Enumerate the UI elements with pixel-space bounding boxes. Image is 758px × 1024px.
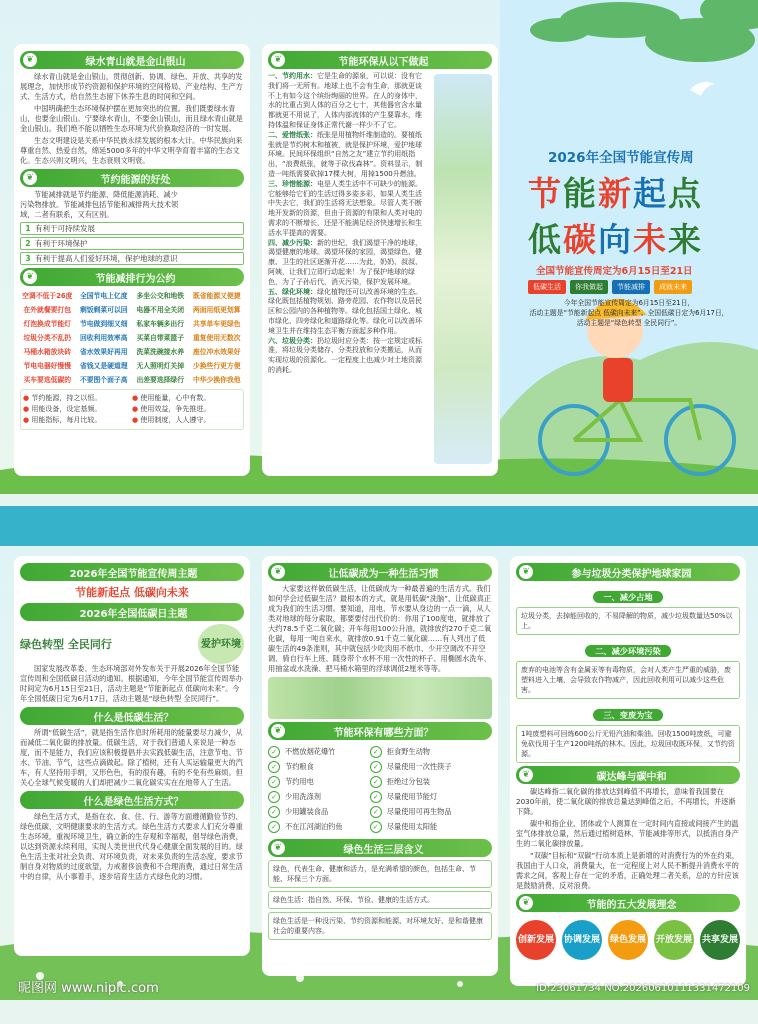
aspect-label: 节约用电 [285,777,314,786]
aspect-label: 尽量使用一次性筷子 [386,762,452,771]
tip-text: 绿化植物还可以改善环境的生态。绿化既包括植物规划、路旁花园、农作物以及居民区和公园内的各种植物等。绿化包括国土绿化、城市绿化、四旁绿化和道路绿化等。绿化可以改善环境卫生并在维持生态平衡方面起多种作用。 [268,287,422,335]
headline-char: 节 [528,174,563,213]
tip-item [268,72,426,131]
pledge-item: 多坐公交和地铁 [136,292,185,300]
theme-week: 节能新起点 低碳向未来 [75,586,189,599]
section-header-low-carbon-life: 什么是低碳生活？ [20,707,244,725]
aspect-label: 少用罐装食品 [285,807,329,816]
headline-char: 碳 [563,220,598,259]
headline-char: 能 [563,174,598,213]
check-icon: ✓ [370,776,382,788]
tip-item [268,337,426,376]
headline-char: 起 [633,174,668,213]
pledge-item: 洗菜洗碗接水养 [136,348,185,356]
paragraph: 中国明确把生态环境保护摆在更加突出的位置。我们既要绿水青山，也要金山银山。宁要绿水青山，不要金山银山，而且绿水青山就是金山银山。我们绝不能以牺牲生态环境为代价换取经济的一时发展。 [20,104,243,133]
bottom-sheet [0,506,758,1000]
five-concepts-row [516,920,740,960]
pledge-item: 两面用纸更划算 [192,306,241,314]
headline-line-1 [528,168,703,215]
leaf-icon: ❦ [23,171,37,185]
headline-char: 低 [528,220,563,259]
headline-char: 向 [598,220,633,259]
section-header-energy-benefits: ❦ 节约能源的好处 [20,169,244,187]
tip-item [268,288,426,337]
section-header-carbon-peak: ❦ 碳达峰与碳中和 [516,766,740,784]
leaf-icon: ❦ [519,896,533,910]
bottom-panel-2 [262,556,498,976]
rules-box [20,389,244,430]
check-icon: ✓ [370,791,382,803]
pledge-item: 垃圾分类不乱扔 [23,334,72,342]
section-header-start-here: ❦ 节能环保从以下做起 [268,51,492,69]
aspect-label: 少用洗涤剂 [285,792,321,801]
tip-text: 扔垃圾时应分类：按一定规定或标准，将垃圾分类储存、分类投放和分类搬运，从而实现垃圾的资源化。一定程度上也减少对土地资源的消耗。 [268,336,422,374]
check-icon: ✓ [268,806,280,818]
leaf-icon: ❦ [271,565,285,579]
aspect-item [370,821,492,833]
aspect-item [268,791,370,803]
leaf-icon: ❦ [271,53,285,67]
meanings-list [268,860,492,940]
illustration-strip [268,677,492,719]
headline-line-2 [528,214,703,261]
tag-badge: 你我做起 [570,280,608,294]
aspect-label: 不在江河湖泊钓鱼 [285,822,343,831]
aspects-list [268,743,492,836]
campaign-year-title: 2026年全国节能宣传周 [548,150,694,166]
leaf-icon: ❦ [519,768,533,782]
tip-heading: 六、垃圾分类： [268,336,317,345]
paragraph: 大家要这样做低碳生活，让低碳成为一种最普遍的生活方式。我们如何学会过低碳生活？最根本的方式，就是用低碳“洗脑”，让低碳真正成为我们的生活习惯。要知道，用电、节水要从身边的一点一滴，从人类对地球的每分索取，都要要付出代价的：你用了100度电，就排放了大约78.5千克二氧化碳；开车每用100公升油，就排放约270千克二氧化碳，每用一吨自来水，就排放0.91千克二氧化碳……有人列出了低碳生活的49条准则，其中就包括少吃肉用不纸巾、少开空调改不开空调、骑自行车上班、随身带个水杯不用一次性的杯子、用椭圆水洗车、用抽盆或水洗澡、把马桶水箱里的浮球调低2厘米等等。 [268,584,492,673]
pledge-item: 空调不低于26度 [22,292,73,300]
pledge-item: 省钱又是硬道理 [79,362,128,370]
section-header-low-carbon-day: 2026年全国低碳日主题 [20,603,244,621]
intro-text: 今年全国节能宣传周定为6月15日至21日， 活动主题是“节能新起点 低碳向未来”。全国低碳日定为6月17日， 活动主题是“绿色转型 全民同行”。 [529,299,729,327]
paragraph: 国家发展改革委、生态环境部对外发布关于开展2026年全国节能宣传周和全国低碳日活动的通知。根据通知，今年全国节能宣传周举办时间定为6月15日至21日，活动主题是“节能新起点 低碳向未来”。今年全国低碳日定为6月17日，活动主题是“绿色转型 全民同行”。 [20,664,243,703]
paragraph: 所谓“低碳生活”，就是指生活作息时所耗用的能量要尽力减少，从而减低二氧化碳的排放量。低碳生活，对于我们普通人来说是一种态度，而不是能力，我们应该积极提倡并去实践低碳生活，注意节电、节水、节油、节气，这些点滴做起。除了植树，还有人买运输量更大的汽车，有人坚持用手绢，又形色色，有的很有趣，有的不免有些麻烦。但关心全球气候变暖的人们却把减少二氧化碳实实在在地带入了生活。 [20,728,243,787]
headline-char: 点 [668,174,703,213]
subhead: 三、变废为宝 [516,703,740,722]
pledge-grid [20,289,244,385]
pledge-item: 不要图个面子高 [79,376,128,384]
aspect-label: 尽量使用太阳能 [386,822,438,831]
watermark: 昵图网 www.nipic.com [18,981,159,996]
paragraph: 碳达峰指二氧化碳的排放达到峰值不再增长，意味着我国要在2030年前，使二氧化碳的排放总量达到峰值之后，不再增长，并逐渐下降。 [516,787,736,816]
leaf-icon: ❦ [23,53,37,67]
pledge-item: 私家车辆多出行 [136,320,185,328]
leaf-icon: ❦ [23,270,37,284]
aspect-label: 尽量使用可再生物品 [386,807,452,816]
aspect-item [268,806,370,818]
check-icon: ✓ [268,776,280,788]
paragraph: “双碳”目标和“双碳”行动本质上是新增的对消费行为的外在约束，我国由于人口众，消费量大，在一定程度上对人民不断提升消费水平的需求之间，客观上存在一定的矛盾，正确处理二者关系，总的方针应该是鼓励消费，反对浪费。 [516,851,739,890]
headline-char: 未 [633,220,668,259]
tip-heading: 五、绿化环境： [268,287,317,296]
pledge-item: 少换些行更方便 [192,362,241,370]
leaf-icon: ❦ [271,841,285,855]
pledge-item: 既省能源又便捷 [192,292,241,300]
aspect-item [370,776,492,788]
bottom-panel-1 [14,556,250,956]
concept-circle: 协调发展 [562,920,602,960]
aspect-item [370,761,492,773]
concept-circle: 开放发展 [654,920,694,960]
top-panel-1 [14,44,250,476]
meaning-box: 绿色生活是一种没污染、节约资源和能源、对环境友好、是和谐健康社会的重要内容。 [268,912,492,940]
tip-text: 它是生命的源泉，可以说：没有它我们将一无所有。地球上也不会有生命，那就更谈不上有如今这个缤纷绚丽的世界。在人的身体中，水的比重占到人体的百分之七十，其他器官含水量都就更不用说了，人体内部流体的产生要靠水，维持体温和保证身体正常代谢一样少不了它。 [268,72,422,129]
tip-heading: 二、爱惜纸张： [268,130,317,139]
pledge-item: 节电做到细又细 [79,320,128,328]
theme-day: 绿色转型 全民同行 [20,638,112,651]
rule-item: ● 用能指标，每月比较。 [23,415,132,426]
tip-item [268,239,426,288]
rule-item: ● 用能设备，设定基频。 [23,404,132,415]
subhead: 二、减少环境污染 [516,639,740,658]
tips-list [268,72,426,376]
list-item: 3 有利于提高人们爱好环境，保护地球的意识 [20,252,244,265]
pledge-item: 剩饭剩菜可以回 [79,306,128,314]
benefits-list [20,222,244,265]
section-header-aspects: ❦ 节能环保有哪些方面？ [268,722,492,740]
tip-heading: 一、节约用水： [268,72,317,80]
paragraph: 碳中和指企业、团体或个人测算在一定时间内直接或间接产生的温室气体排放总量，然后通过植树造林、节能减排等形式，以抵消自身产生的二氧化碳排放量。 [516,819,739,848]
top-panel-2 [262,44,498,476]
pledge-item: 节电电器好慢慢 [23,362,72,370]
check-icon: ✓ [268,746,280,758]
paragraph: 绿水青山就是金山银山，贯彻创新、协调、绿色、开放、共享的发展理念，加快形成节约资源和保护环境的空间格局、产业结构、生产方式、生活方式，给自然生态留下休养生息的时间和空间。 [20,72,243,101]
watermark-id: ID:23061734 NO:20260610111331472109 [536,983,750,994]
pledge-item: 买车要选低碳的 [23,376,72,384]
section-header-green-life: 什么是绿色生活方式？ [20,791,244,809]
text-box: 1吨废塑料可回炼600公斤无铅汽油和柴油。回收1500吨废纸，可避免砍伐用于生产1200吨纸的林木。因此，垃圾回收既环保，又节约资源。 [516,725,740,763]
pledge-item: 马桶水箱放块砖 [23,348,72,356]
aspect-label: 拒绝过分包装 [386,777,430,786]
pledge-item: 省水效果好再用 [79,348,128,356]
tag-badge: 成就未来 [654,280,692,294]
section-header-five-concepts: ❦ 节能的五大发展理念 [516,894,740,912]
meaning-box: 绿色生活：指自然、环保、节俭、健康的生活方式。 [268,891,492,909]
text-box: 废弃的电池等含有金属汞等有毒物质，会对人类产生严重的威胁，废塑料进入土壤，会导致农作物减产，因此回收利用可以减少这些危害。 [516,661,740,699]
tip-text: 纸张是用植物纤维制造的。要植纸张就是节约树木和植被，就是保护环境，爱护地球环境。民间环保组织“自然之友”建立节约用纸指出，“浪费纸张，就等于砍伐森林”。资料显示，制造一吨纸需要砍掉17棵大树，用掉1500升燃油。 [268,130,423,178]
tip-heading: 三、珍惜能源： [268,179,317,188]
check-icon: ✓ [370,761,382,773]
bottom-panel-3 [510,556,746,986]
aspect-item [370,791,492,803]
check-icon: ✓ [370,806,382,818]
pledge-item: 在外就餐要打包 [23,306,72,314]
aspect-item [370,806,492,818]
meaning-box: 绿色，代表生命、健康和活力，是充满希望的颜色，包括生命、节能、环保三个方面。 [268,860,492,888]
check-icon: ✓ [370,746,382,758]
rule-item: ● 使用制度，人人遵守。 [132,415,241,426]
pledge-item: 无人照明灯关掉 [136,362,185,370]
rule-item: ● 使用效益，争先推进。 [132,404,241,415]
tag-row [528,280,692,294]
section-header-waste-sorting: ❦ 参与垃圾分类保护地球家园 [516,563,740,581]
rule-item: ● 节约能源，持之以恒。 [23,393,132,404]
paragraph: 绿色生活方式，是指在衣、食、住、行、游等方面遵循勤俭节约、绿色低碳、文明健康要求的生活方式。绿色生活方式要求人们充分尊重生态环境，重视环境卫生，确立新的生存观和幸福观，倡导绿色消费，以达到资源永续利用，实现人类世世代代身心健康全面发展的目的。绿色生活主张对社会负责、对环境负责，对未来负责的生活态度，要求节制自身对物质的过度欲望，力戒奢侈浪费和不合理消费，通过日常生活中的自律，从小事着手，逐步培育生活方式绿色化的习惯。 [20,812,243,881]
aspect-label: 节约粮食 [285,762,314,771]
paragraph: 节能减排就是节约能源、降低能源消耗、减少污染物排放。节能减排包括节能和减排两大技术领域，二者有联系，又有区别。 [20,190,179,219]
tip-text: 电是人类生活中不可缺少的能源。它能够给它们的生活过得多姿多彩，如果人类生活中失去它，我们的生活将无法想象。尽管人类不断地开发新的资源，但由于资源的有限和人类对电的需求的不断增长，还是不能满足经济快速增长和生活水平提高的需要。 [268,179,422,237]
paragraph: 生态文明建设是关系中华民族永续发展的根本大计。中华民族向来尊重自然、热爱自然，绵延5000多年的中华文明孕育着丰富的生态文化。生态兴则文明兴，生态衰则文明衰。 [20,136,243,165]
tip-heading: 四、减少污染： [268,238,317,247]
aspect-item [268,821,370,833]
tip-item [268,180,426,239]
concept-circle: 共享发展 [700,920,740,960]
tag-badge: 节能减排 [612,280,650,294]
aspect-item [268,746,370,758]
section-header-pledge: ❦ 节能减排行为公约 [20,268,244,286]
headline-char: 新 [598,174,633,213]
concept-circle: 绿色发展 [608,920,648,960]
aspect-item [370,746,492,758]
section-header-theme: 2026年全国节能宣传周主题 [20,563,244,581]
pledge-item: 电器不用全关闭 [136,306,185,314]
pledge-item: 出差要选择绿行 [136,376,185,384]
pledge-item: 回收利用效率高 [79,334,128,342]
pledge-item: 重复使用无数次 [192,334,241,342]
section-header-green-mountains: ❦ 绿水青山就是金山银山 [20,51,244,69]
pledge-item: 共享单车更绿色 [192,320,241,328]
subhead: 一、减少占地 [516,585,740,604]
illustration-column [434,74,492,464]
check-icon: ✓ [370,821,382,833]
aspect-label: 不燃放烟花爆竹 [285,747,336,756]
pledge-item: 座位冲水效果好 [192,348,241,356]
list-item: 1 有利于可持续发展 [20,222,244,235]
section-header-meanings: ❦ 绿色生活三层含义 [268,839,492,857]
tip-text: 新的世纪，我们渴望干净的地球，渴望健康的地球。渴望环保的家园，渴望绿色、健康、卫生的社区逐渐开花……为此，奶奶、叔叔、阿姨，让我们立即行动起来！为了保护地球的绿色，为了子孙后代，消灭污染，保护发展环境。 [268,238,422,286]
protect-environment-seal: 爱护环境 [198,624,244,664]
pledge-item: 中华少换你我他 [192,376,241,384]
pledge-item: 全国节电上亿度 [79,292,128,300]
list-item: 2 有利于环境保护 [20,237,244,250]
date-line: 全国节能宣传周定为6月15日至21日 [536,266,693,277]
section-header-habit: ❦ 让低碳成为一种生活习惯 [268,563,492,581]
text-box: 垃圾分类，去掉能回收的，不易降解的物质，减少垃圾数量达50%以上。 [516,607,740,635]
top-sheet [0,0,758,494]
headline-char: 来 [668,220,703,259]
leaf-icon: ❦ [271,724,285,738]
pledge-item: 买菜自带菜篮子 [136,334,185,342]
aspect-label: 尽量使用节能灯 [386,792,438,801]
check-icon: ✓ [268,791,280,803]
concept-circle: 创新发展 [516,920,556,960]
aspect-label: 拒食野生动物 [386,747,430,756]
pledge-item: 灯泡换成节能灯 [23,320,72,328]
check-icon: ✓ [268,761,280,773]
leaf-icon: ❦ [519,565,533,579]
aspect-item [268,761,370,773]
tip-item [268,131,426,180]
tag-badge: 低碳生活 [528,280,566,294]
aspect-item [268,776,370,788]
check-icon: ✓ [268,821,280,833]
rule-item: ● 使用能量，心中有数。 [132,393,241,404]
